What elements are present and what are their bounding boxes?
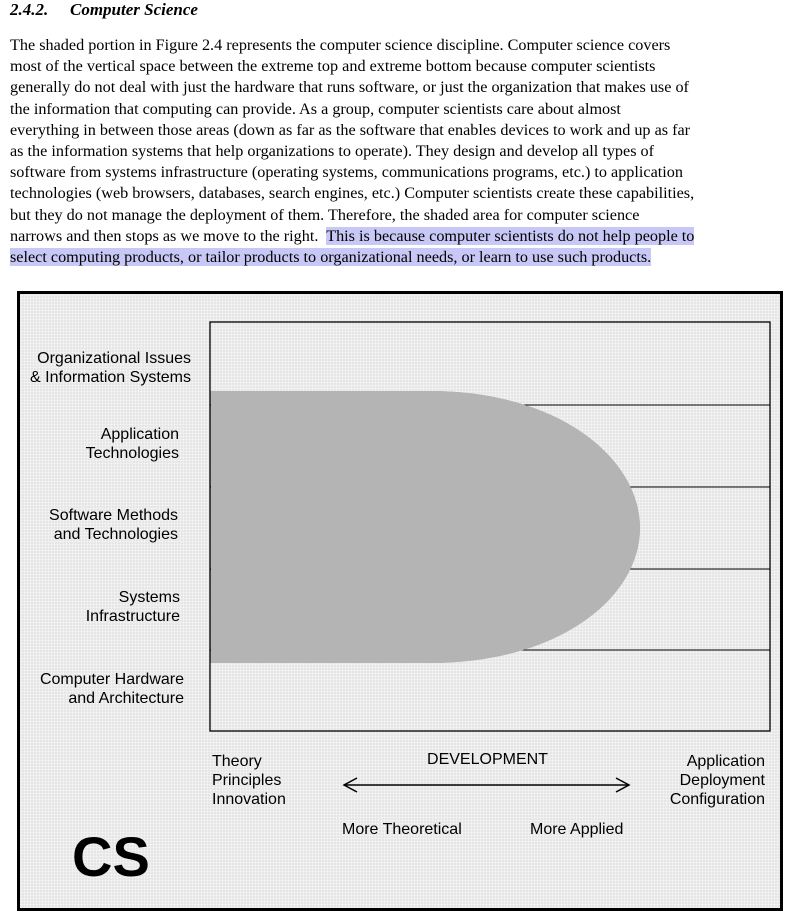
paragraph-line: software from systems infrastructure (operating systems, communications programs, etc.) to application — [10, 163, 683, 182]
row-label-hardware: Computer Hardware and Architecture — [39, 671, 184, 707]
row-label-systems: Systems Infrastructure — [85, 589, 180, 625]
body-paragraph — [10, 35, 795, 268]
paragraph-line: technologies (web browsers, databases, search engines, etc.) Computer scientists create these capabilities, — [10, 184, 695, 203]
axis-label-development: DEVELOPMENT — [427, 751, 548, 768]
section-title: Computer Science — [70, 0, 198, 19]
paragraph-line: as the information systems that help organizations to operate). They design and develop all types of — [10, 141, 655, 160]
row-label-organizational: Organizational Issues & Information Systems — [30, 350, 191, 386]
selected-text[interactable]: select computing products, or tailor products to organizational needs, or learn to use such products. — [10, 247, 652, 266]
figure-2-4 — [17, 291, 783, 911]
paragraph-line — [10, 226, 795, 247]
label-more-applied: More Applied — [530, 821, 624, 838]
paragraph-line: but they do not manage the deployment of them. Therefore, the shaded area for computer science — [10, 205, 640, 224]
paragraph-line — [10, 247, 795, 268]
row-label-software: Software Methods and Technologies — [49, 507, 178, 543]
paragraph-line: everything in between those areas (down as far as the software that enables devices to work and up as far — [10, 120, 691, 139]
section-number: 2.4.2. — [10, 0, 49, 19]
cs-label: CS — [72, 825, 150, 888]
label-more-theoretical: More Theoretical — [342, 821, 462, 838]
section-heading — [10, 0, 198, 20]
paragraph-text: narrows and then stops as we move to the right. — [10, 226, 327, 245]
row-label-application: Application Technologies — [85, 426, 179, 462]
paragraph-line: most of the vertical space between the extreme top and extreme bottom because computer scientists — [10, 57, 656, 76]
axis-label-application: Application Deployment Configuration — [669, 753, 765, 808]
paragraph-line: the information that computing can provide. As a group, computer scientists care about almost — [10, 99, 621, 118]
paragraph-line: The shaded portion in Figure 2.4 represents the computer science discipline. Computer science covers — [10, 36, 671, 54]
cs-shaded-region-fill — [211, 391, 640, 663]
selected-text[interactable]: This is because computer scientists do not help people to — [326, 226, 695, 245]
paragraph-line: generally do not deal with just the hardware that runs software, or just the organization that makes use of — [10, 78, 689, 97]
axis-label-theory: Theory Principles Innovation — [212, 753, 286, 808]
